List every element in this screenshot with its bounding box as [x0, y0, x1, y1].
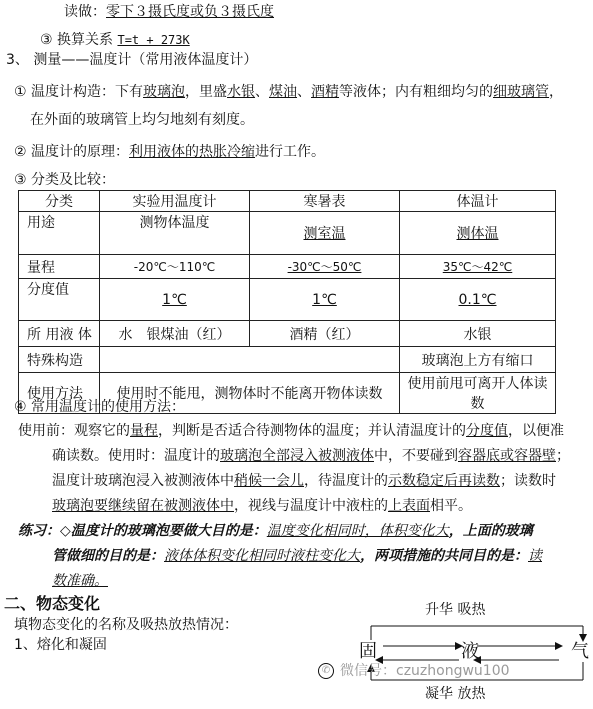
exercise-line-1 [18, 521, 533, 541]
table-header: 寒暑表 [250, 191, 400, 212]
table-header: 实验用温度计 [100, 191, 250, 212]
table-cell: -30℃～50℃ [287, 260, 362, 274]
exercise-answer-2: 读 [528, 548, 542, 564]
table-cell: 使用前甩可离开人体读数 [400, 373, 556, 414]
usage-text: 温度计玻璃泡浸入被测液体中 [52, 473, 234, 489]
structure-text: ① 温度计构造：下有 [14, 84, 144, 100]
comma: 、 [255, 84, 270, 100]
thermometer-structure-line [14, 82, 563, 102]
exercise-answer: 温度变化相同时，体积变化大 [266, 523, 449, 539]
section-2-title: 二、物态变化 [4, 594, 101, 613]
vaporize-arrowhead [555, 642, 563, 650]
principle-label: ② 温度计的原理： [14, 144, 130, 160]
reading-line [64, 2, 274, 22]
conversion-line [40, 30, 190, 50]
section-3-title: 3、 测量——温度计（常用液体温度计） [6, 52, 258, 68]
division-term: 分度值 [466, 423, 508, 439]
usage-line-3 [52, 471, 556, 491]
keep-in-liquid-term: 玻璃泡要继续留在被测液体中 [52, 498, 234, 514]
row-label: 量程 [19, 255, 100, 279]
wechat-icon: ✆ [318, 663, 334, 679]
exercise-line-2 [52, 546, 542, 566]
row-label: 特殊构造 [19, 347, 100, 373]
exercise-answer: 液体体积变化相同时液柱变化大 [164, 548, 360, 564]
usage-line-2 [52, 446, 570, 466]
melting-title: 1、熔化和凝固 [14, 637, 107, 653]
usage-text-2: 中，不要碰到 [374, 448, 458, 464]
usage-line-1 [18, 421, 564, 441]
usage-text-2: 相平。 [430, 498, 472, 514]
kerosene-term: 煤油 [269, 84, 298, 100]
phase-change-diagram [355, 598, 593, 705]
table-row [19, 279, 556, 321]
principle-tail: 进行工作。 [255, 144, 326, 160]
thermometer-comparison-table [18, 190, 556, 414]
table-cell: 使用时不能甩，测物体时不能离开物体读数 [100, 373, 400, 414]
table-cell: 酒精（红） [250, 321, 400, 347]
usage-method-title: ④ 常用温度计的使用方法： [14, 399, 186, 415]
table-cell: 玻璃泡上方有缩口 [400, 347, 556, 373]
exercise-line-3 [52, 571, 108, 591]
alcohol-term: 酒精 [311, 84, 340, 100]
exercise-text-2: ，两项措施的共同目的是： [360, 548, 528, 564]
table-cell: 1℃ [312, 291, 337, 308]
row-label: 用途 [19, 212, 100, 255]
table-header: 体温计 [400, 191, 556, 212]
table-cell: -20℃～110℃ [100, 255, 250, 279]
table-header: 分类 [19, 191, 100, 212]
comma-3: ， [549, 84, 564, 100]
liquid-label: 液 [461, 641, 479, 662]
table-cell: 1℃ [162, 291, 187, 308]
mercury-term: 水银 [227, 84, 256, 100]
exercise-text-2: ，上面的玻璃 [448, 523, 533, 539]
usage-text: 确读数。使用时：温度计的 [52, 448, 220, 464]
usage-text: 使用前：观察它的 [18, 423, 130, 439]
table-cell: 水 银煤油（红） [100, 321, 250, 347]
row-label: 所 用液 体 [19, 321, 100, 347]
solid-label: 固 [359, 641, 377, 662]
watermark [318, 660, 510, 680]
structure-line-2: 在外面的玻璃管上均匀地刻有刻度。 [30, 112, 254, 128]
principle-line [14, 142, 325, 162]
table-cell [100, 347, 400, 373]
table-row [19, 212, 556, 255]
exercise-text: 练习：◇温度计的玻璃泡要做大目的是： [18, 523, 267, 539]
fill-instruction: 填物态变化的名称及吸热放热情况： [14, 617, 238, 633]
deposition-label: 凝华 放热 [425, 686, 486, 702]
structure-text-2: ，里盛 [185, 84, 228, 100]
thin-tube-term: 细玻璃管 [493, 84, 550, 100]
bulb-immersed-term: 玻璃泡全部浸入被测液体 [220, 448, 374, 464]
usage-text-2: ，待温度计的 [304, 473, 388, 489]
sublimation-label: 升华 吸热 [425, 602, 486, 618]
reading-label: 读做： [64, 4, 106, 20]
classification-title: ③ 分类及比较： [14, 172, 116, 188]
table-header-row [19, 191, 556, 212]
top-surface-term: 上表面 [388, 498, 430, 514]
glass-bulb-term: 玻璃泡 [143, 84, 186, 100]
usage-text-2: ，判断是否适合待测物体的温度；并认清温度计的 [158, 423, 466, 439]
usage-line-4 [52, 496, 472, 516]
range-term: 量程 [130, 423, 158, 439]
usage-text-3: ； [556, 448, 570, 464]
table-cell: 0.1℃ [458, 291, 497, 308]
wait-term: 稍候一会儿 [234, 473, 304, 489]
comma-2: 、 [297, 84, 312, 100]
table-cell: 水银 [400, 321, 556, 347]
reading-value: 零下３摄氏度或负３摄氏度 [106, 4, 274, 20]
gas-label: 气 [571, 641, 589, 662]
conversion-formula: T=t + 273K [117, 33, 190, 47]
watermark-text: 微信号：czuzhongwu100 [340, 663, 510, 679]
table-cell: 35℃～42℃ [442, 260, 513, 274]
container-term: 容器底或容器壁 [458, 448, 556, 464]
table-cell: 测体温 [456, 226, 499, 242]
exercise-text: 管做细的目的是： [52, 548, 164, 564]
stable-term: 示数稳定后再读数 [388, 473, 500, 489]
exercise-answer-3: 数准确。 [52, 573, 108, 589]
usage-text-3: ；读数时 [500, 473, 556, 489]
row-label: 使用方法 [19, 373, 100, 414]
principle-term: 利用液体的热胀冷缩 [129, 144, 256, 160]
structure-text-3: 等液体；内有粗细均匀的 [339, 84, 494, 100]
table-row [19, 321, 556, 347]
table-row [19, 255, 556, 279]
usage-text: ，视线与温度计中液柱的 [234, 498, 388, 514]
table-row [19, 347, 556, 373]
row-label: 分度值 [19, 279, 100, 321]
usage-text-3: ，以便准 [508, 423, 564, 439]
table-cell: 测室温 [303, 226, 346, 242]
conversion-label: ③ 换算关系 [40, 32, 114, 48]
table-cell: 测物体温度 [100, 212, 250, 255]
